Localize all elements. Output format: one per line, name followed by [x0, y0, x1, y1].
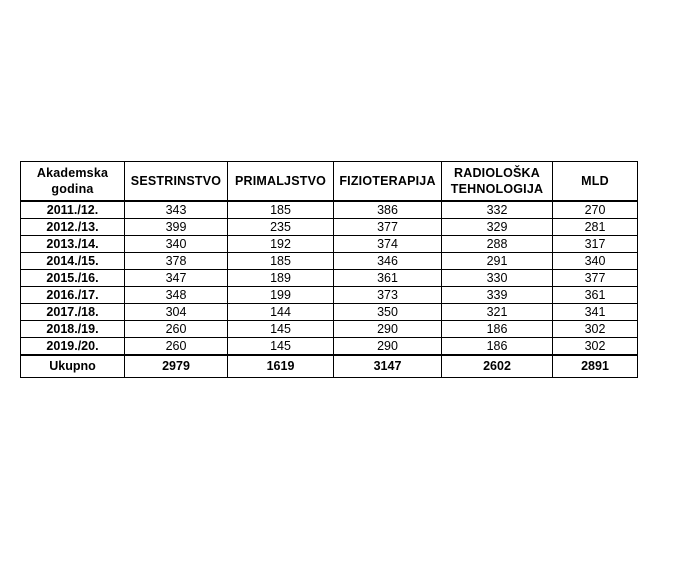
total-value-cell: 1619 [228, 355, 334, 378]
value-cell: 374 [334, 236, 442, 253]
value-cell: 378 [125, 253, 228, 270]
value-cell: 347 [125, 270, 228, 287]
header-academic-year: Akademska godina [21, 162, 125, 202]
value-cell: 339 [442, 287, 553, 304]
value-cell: 341 [553, 304, 638, 321]
value-cell: 361 [334, 270, 442, 287]
value-cell: 281 [553, 219, 638, 236]
header-sestrinstvo: SESTRINSTVO [125, 162, 228, 202]
value-cell: 399 [125, 219, 228, 236]
value-cell: 330 [442, 270, 553, 287]
value-cell: 386 [334, 201, 442, 219]
value-cell: 186 [442, 338, 553, 356]
value-cell: 317 [553, 236, 638, 253]
table-row [21, 338, 638, 356]
value-cell: 235 [228, 219, 334, 236]
value-cell: 144 [228, 304, 334, 321]
value-cell: 145 [228, 321, 334, 338]
enrollment-table-container [20, 161, 638, 378]
value-cell: 346 [334, 253, 442, 270]
value-cell: 199 [228, 287, 334, 304]
value-cell: 361 [553, 287, 638, 304]
value-cell: 302 [553, 321, 638, 338]
value-cell: 348 [125, 287, 228, 304]
table-row [21, 236, 638, 253]
value-cell: 373 [334, 287, 442, 304]
value-cell: 329 [442, 219, 553, 236]
value-cell: 332 [442, 201, 553, 219]
value-cell: 192 [228, 236, 334, 253]
header-fizioterapija: FIZIOTERAPIJA [334, 162, 442, 202]
value-cell: 260 [125, 338, 228, 356]
year-cell: 2018./19. [21, 321, 125, 338]
value-cell: 288 [442, 236, 553, 253]
total-row [21, 355, 638, 378]
value-cell: 290 [334, 321, 442, 338]
year-cell: 2016./17. [21, 287, 125, 304]
value-cell: 185 [228, 253, 334, 270]
year-cell: 2013./14. [21, 236, 125, 253]
value-cell: 290 [334, 338, 442, 356]
table-row [21, 219, 638, 236]
enrollment-table [20, 161, 638, 378]
year-cell: 2019./20. [21, 338, 125, 356]
table-row [21, 253, 638, 270]
total-value-cell: 2891 [553, 355, 638, 378]
value-cell: 270 [553, 201, 638, 219]
value-cell: 377 [553, 270, 638, 287]
year-cell: 2012./13. [21, 219, 125, 236]
header-row [21, 162, 638, 202]
value-cell: 340 [125, 236, 228, 253]
total-value-cell: 2979 [125, 355, 228, 378]
total-value-cell: 3147 [334, 355, 442, 378]
value-cell: 186 [442, 321, 553, 338]
header-primaljstvo: PRIMALJSTVO [228, 162, 334, 202]
table-row [21, 321, 638, 338]
value-cell: 321 [442, 304, 553, 321]
year-cell: 2014./15. [21, 253, 125, 270]
value-cell: 145 [228, 338, 334, 356]
table-row [21, 304, 638, 321]
value-cell: 377 [334, 219, 442, 236]
value-cell: 304 [125, 304, 228, 321]
header-radioloska-tehnologija: RADIOLOŠKA TEHNOLOGIJA [442, 162, 553, 202]
value-cell: 350 [334, 304, 442, 321]
total-label: Ukupno [21, 355, 125, 378]
table-row [21, 201, 638, 219]
total-value-cell: 2602 [442, 355, 553, 378]
table-row [21, 270, 638, 287]
value-cell: 302 [553, 338, 638, 356]
value-cell: 340 [553, 253, 638, 270]
value-cell: 260 [125, 321, 228, 338]
header-mld: MLD [553, 162, 638, 202]
year-cell: 2011./12. [21, 201, 125, 219]
value-cell: 185 [228, 201, 334, 219]
value-cell: 343 [125, 201, 228, 219]
year-cell: 2015./16. [21, 270, 125, 287]
value-cell: 189 [228, 270, 334, 287]
year-cell: 2017./18. [21, 304, 125, 321]
value-cell: 291 [442, 253, 553, 270]
table-row [21, 287, 638, 304]
